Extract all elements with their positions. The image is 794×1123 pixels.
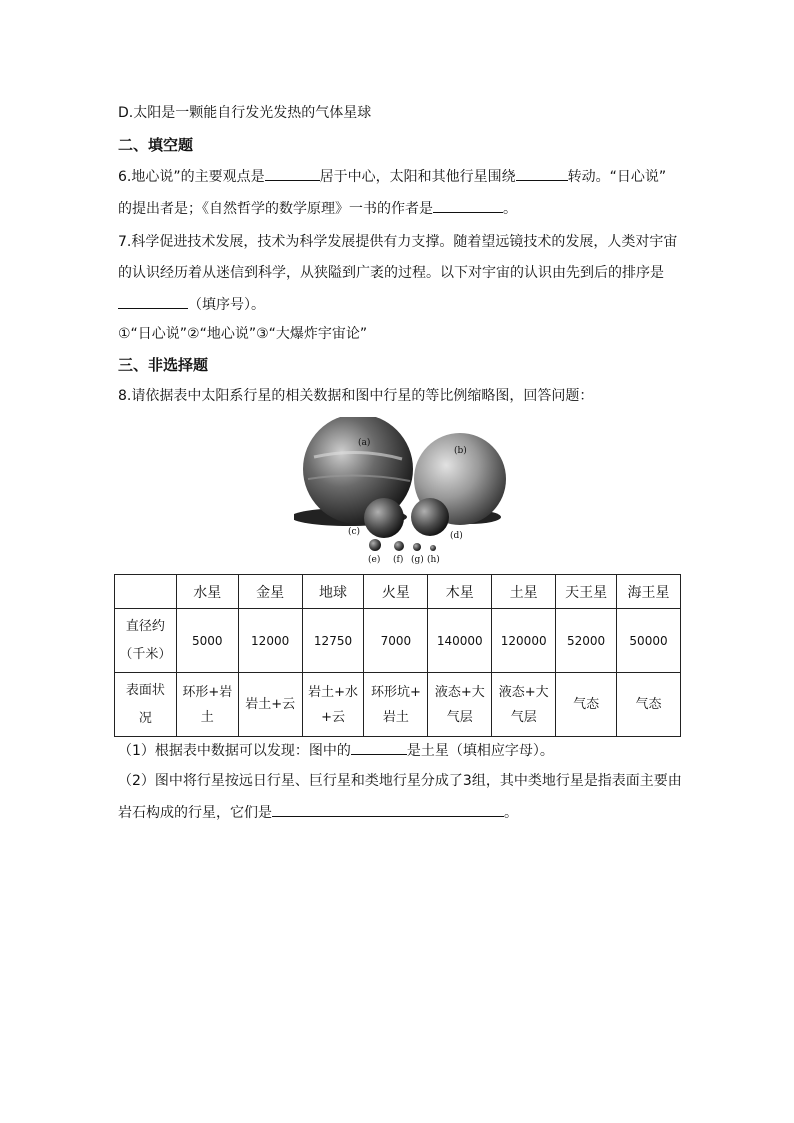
q8-sub1-text-a: （1）根据表中数据可以发现：图中的 <box>118 743 351 759</box>
section-heading-non-choice: 三、非选择题 <box>118 356 209 374</box>
q7-blank[interactable] <box>118 294 188 309</box>
planet-scale-figure <box>294 417 514 569</box>
cell-line: 液态+大 <box>498 684 549 700</box>
label-c: (c) <box>348 527 361 537</box>
table-cell <box>302 673 364 737</box>
row-label-line: 直径约 <box>125 618 165 634</box>
label-g: (g) <box>411 555 424 565</box>
cell-line: 气层 <box>446 709 473 725</box>
question-8-sub-2-line-1: （2）图中将行星按远日行星、巨行星和类地行星分成了3组，其中类地行星是指表面主要由 <box>118 773 682 789</box>
table-cell <box>617 673 681 737</box>
q6-text-b: 居于中心，太阳和其他行星围绕 <box>319 169 516 185</box>
header-cell: 木星 <box>428 575 492 609</box>
label-h: (h) <box>427 555 440 565</box>
header-cell: 地球 <box>302 575 364 609</box>
question-7-line-1: 7.科学促进技术发展，技术为科学发展提供有力支撑。随着望远镜技术的发展，人类对宇宙 <box>118 234 678 250</box>
table-row-surface <box>115 673 681 737</box>
label-b: (b) <box>454 446 467 456</box>
planet-h <box>430 545 436 551</box>
table-cell: 50000 <box>617 609 681 673</box>
label-a: (a) <box>358 438 371 448</box>
q6-text-d: 的提出者是；《自然哲学的数学原理》一书的作者是 <box>118 201 433 217</box>
label-e: (e) <box>368 555 381 565</box>
table-cell <box>238 673 302 737</box>
q8-sub2-text-a: 岩石构成的行星，它们是 <box>118 805 272 821</box>
question-7-line-2: 的认识经历着从迷信到科学，从狭隘到广袤的过程。以下对宇宙的认识由先到后的排序是 <box>118 265 664 281</box>
planet-g <box>413 543 421 551</box>
cell-line: 岩土+水 <box>308 684 358 700</box>
option-d: D.太阳是一颗能自行发光发热的气体星球 <box>118 105 372 121</box>
header-cell: 水星 <box>176 575 238 609</box>
cell-line: 土 <box>200 709 214 725</box>
q7-suffix: （填序号）。 <box>188 297 265 313</box>
question-7-options: ①“日心说”②“地心说”③“大爆炸宇宙论” <box>118 326 368 342</box>
table-cell <box>364 673 428 737</box>
table-row-diameter <box>115 609 681 673</box>
header-cell: 海王星 <box>617 575 681 609</box>
table-cell: 7000 <box>364 609 428 673</box>
row-label-line: 况 <box>138 710 152 726</box>
section-heading-fill-blank: 二、填空题 <box>118 136 194 154</box>
row-label-surface <box>115 673 177 737</box>
planet-d <box>411 498 449 536</box>
cell-line: 气层 <box>510 709 537 725</box>
question-6-line-1 <box>118 166 666 187</box>
question-7-line-3 <box>118 294 265 315</box>
planet-f <box>394 541 404 551</box>
cell-line: +云 <box>321 709 345 725</box>
table-cell: 12750 <box>302 609 364 673</box>
label-f: (f) <box>393 555 404 565</box>
table-header-row <box>115 575 681 609</box>
table-cell: 52000 <box>556 609 617 673</box>
q6-blank-1[interactable] <box>265 166 320 181</box>
q8-sub1-text-b: 是土星（填相应字母）。 <box>406 743 554 759</box>
question-8-sub-1 <box>118 740 554 761</box>
cell-line: 环形+岩 <box>182 684 233 700</box>
q8-sub2-blank[interactable] <box>272 802 504 817</box>
question-8-intro: 8.请依据表中太阳系行星的相关数据和图中行星的等比例缩略图，回答问题： <box>118 388 594 404</box>
q8-sub2-text-b: 。 <box>504 805 518 821</box>
row-label-line: （千米） <box>119 646 172 662</box>
table-cell <box>556 673 617 737</box>
table-cell: 140000 <box>428 609 492 673</box>
cell-line: 气态 <box>573 697 600 712</box>
planet-c <box>364 498 404 538</box>
q8-sub1-blank[interactable] <box>351 740 407 755</box>
q6-blank-2[interactable] <box>516 166 568 181</box>
table-cell <box>176 673 238 737</box>
table-cell <box>428 673 492 737</box>
table-cell: 5000 <box>176 609 238 673</box>
table-cell: 12000 <box>238 609 302 673</box>
q6-blank-3[interactable] <box>433 198 503 213</box>
table-cell: 120000 <box>492 609 556 673</box>
header-cell: 火星 <box>364 575 428 609</box>
header-cell: 金星 <box>238 575 302 609</box>
planet-data-table <box>114 574 681 737</box>
cell-line: 岩土 <box>382 709 409 725</box>
q6-text-c: 转动。“日心说” <box>567 169 667 185</box>
question-6-line-2 <box>118 198 517 219</box>
q6-text-a: 6.地心说”的主要观点是 <box>118 169 265 185</box>
cell-line: 气态 <box>635 697 662 712</box>
question-8-sub-2-line-2 <box>118 802 518 823</box>
header-cell: 土星 <box>492 575 556 609</box>
cell-line: 岩土+云 <box>245 697 296 712</box>
row-label-line: 表面状 <box>125 682 165 698</box>
label-d: (d) <box>450 531 463 541</box>
header-cell <box>115 575 177 609</box>
row-label-diameter <box>115 609 177 673</box>
cell-line: 环形坑+ <box>370 684 421 700</box>
q6-text-e: 。 <box>503 201 517 217</box>
cell-line: 液态+大 <box>434 684 485 700</box>
table-cell <box>492 673 556 737</box>
planet-e <box>369 539 381 551</box>
header-cell: 天王星 <box>556 575 617 609</box>
